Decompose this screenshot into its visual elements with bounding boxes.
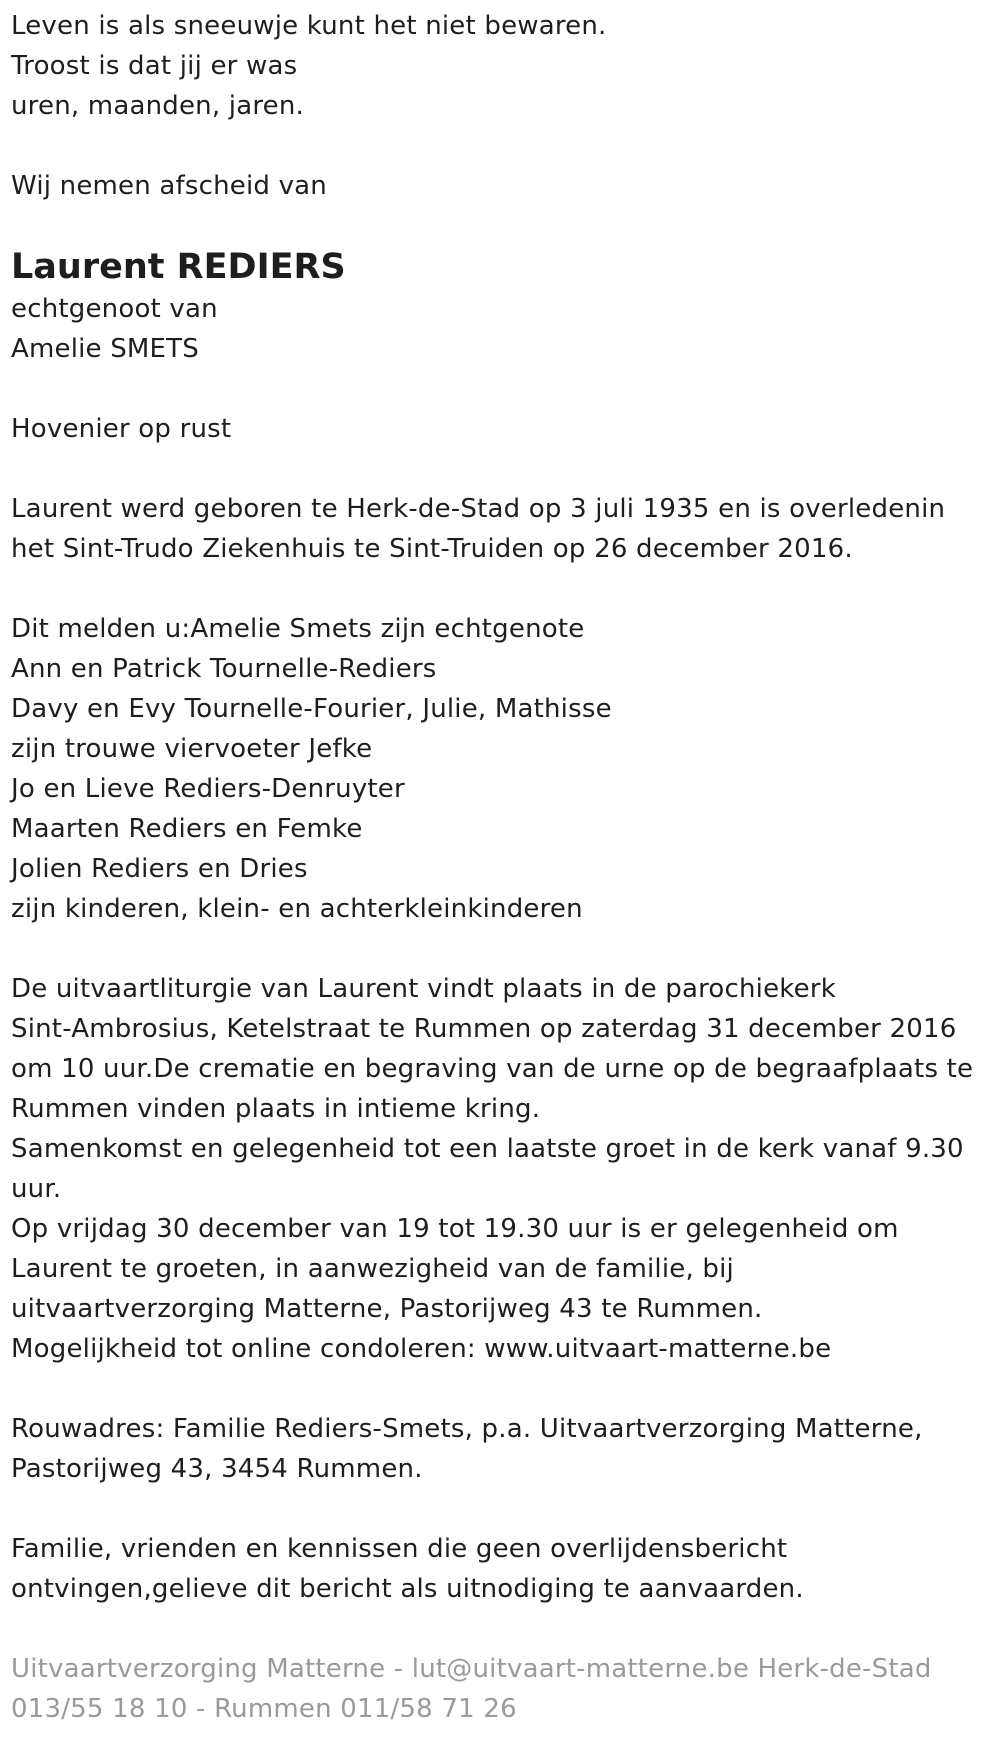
poem-line: Troost is dat jij er was xyxy=(11,51,298,81)
paragraph-line: uur. xyxy=(11,1174,62,1204)
poem-line: Leven is als sneeuwje kunt het niet bewaren. xyxy=(11,11,607,41)
family-line: Maarten Rediers en Femke xyxy=(11,814,363,844)
paragraph-line: Familie, vrienden en kennissen die geen overlijdensbericht xyxy=(11,1534,788,1564)
paragraph-line: Rouwadres: Familie Rediers-Smets, p.a. Uitvaartverzorging Matterne, xyxy=(11,1414,923,1444)
family-line: Ann en Patrick Tournelle-Rediers xyxy=(11,654,437,684)
paragraph-line: om 10 uur.De crematie en begraving van de urne op de begraafplaats te xyxy=(11,1054,974,1084)
paragraph-line: Laurent werd geboren te Herk-de-Stad op 3 juli 1935 en is overledenin xyxy=(11,494,946,524)
family-line: Davy en Evy Tournelle-Fourier, Julie, Mathisse xyxy=(11,694,612,724)
funeral-home-footer xyxy=(11,1649,1000,1729)
poem xyxy=(11,6,1000,126)
paragraph-line: Sint-Ambrosius, Ketelstraat te Rummen op zaterdag 31 december 2016 xyxy=(11,1014,957,1044)
relation-label: echtgenoot van xyxy=(11,294,218,324)
birth-death-paragraph xyxy=(11,489,1000,569)
ceremony-paragraph xyxy=(11,969,1000,1369)
family-line: Jolien Rediers en Dries xyxy=(11,854,308,884)
footer-line: Uitvaartverzorging Matterne - lut@uitvaart-matterne.be Herk-de-Stad xyxy=(11,1654,932,1684)
paragraph-line: Samenkomst en gelegenheid tot een laatste groet in de kerk vanaf 9.30 xyxy=(11,1134,964,1164)
paragraph-line: De uitvaartliturgie van Laurent vindt plaats in de parochiekerk xyxy=(11,974,836,1004)
paragraph-line: Rummen vinden plaats in intieme kring. xyxy=(11,1094,541,1124)
footer-line: 013/55 18 10 - Rummen 011/58 71 26 xyxy=(11,1694,517,1724)
family-line: Jo en Lieve Rediers-Denruyter xyxy=(11,774,405,804)
family-list xyxy=(11,609,1000,929)
family-line: Dit melden u:Amelie Smets zijn echtgenote xyxy=(11,614,585,644)
paragraph-line: Op vrijdag 30 december van 19 tot 19.30 uur is er gelegenheid om xyxy=(11,1214,899,1244)
paragraph-line: het Sint-Trudo Ziekenhuis te Sint-Truiden op 26 december 2016. xyxy=(11,534,853,564)
family-line: zijn trouwe viervoeter Jefke xyxy=(11,734,373,764)
lead-text: Wij nemen afscheid van xyxy=(11,171,327,201)
paragraph-line: ontvingen,gelieve dit bericht als uitnodiging te aanvaarden. xyxy=(11,1574,804,1604)
invitation-paragraph xyxy=(11,1529,1000,1609)
deceased-name: Laurent REDIERS xyxy=(11,247,346,287)
paragraph-line: Mogelijkheid tot online condoleren: www.uitvaart-matterne.be xyxy=(11,1334,832,1364)
paragraph-line: uitvaartverzorging Matterne, Pastorijweg 43 te Rummen. xyxy=(11,1294,763,1324)
family-line: zijn kinderen, klein- en achterkleinkinderen xyxy=(11,894,583,924)
spouse-name: Amelie SMETS xyxy=(11,334,199,364)
poem-line: uren, maanden, jaren. xyxy=(11,91,304,121)
paragraph-line: Laurent te groeten, in aanwezigheid van de familie, bij xyxy=(11,1254,734,1284)
occupation: Hovenier op rust xyxy=(11,414,232,444)
mourning-address xyxy=(11,1409,1000,1489)
paragraph-line: Pastorijweg 43, 3454 Rummen. xyxy=(11,1454,423,1484)
